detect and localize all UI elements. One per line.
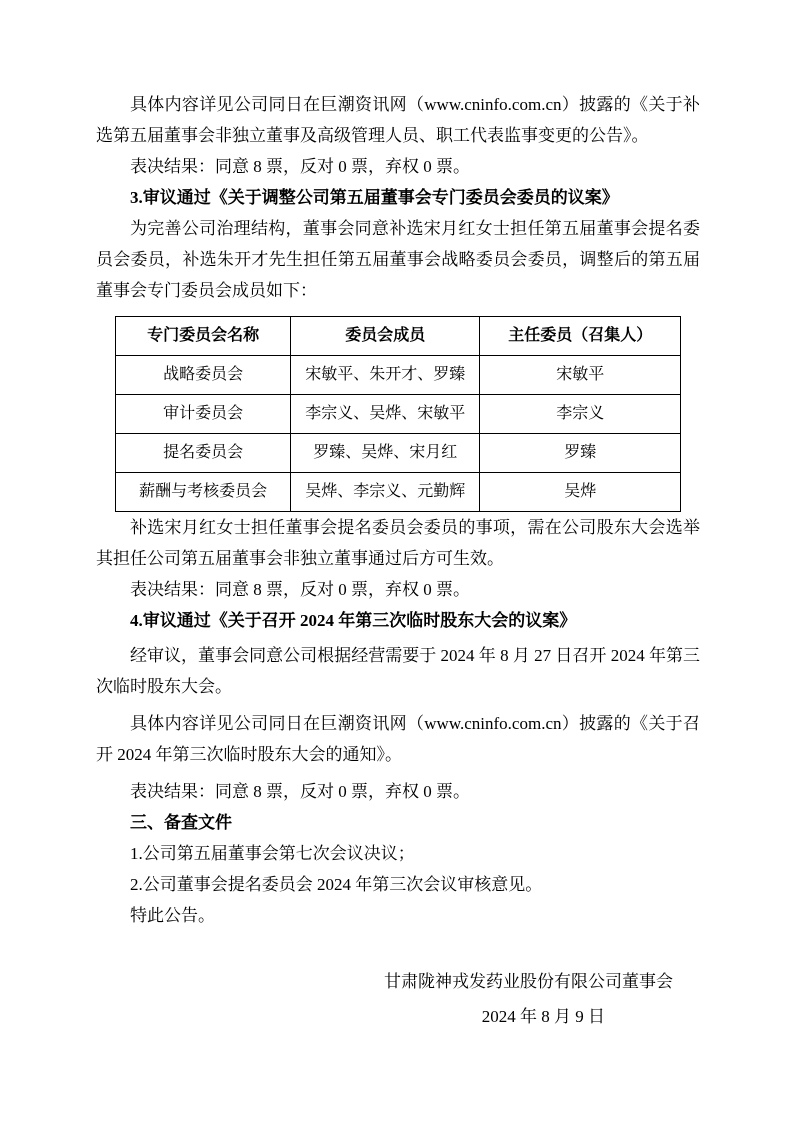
- item3-heading: 3.审议通过《关于调整公司第五届董事会专门委员会委员的议案》: [130, 188, 619, 207]
- signature-date: 2024 年 8 月 9 日: [481, 1007, 605, 1026]
- table-header-row: [116, 317, 681, 356]
- committee-name-cell: 提名委员会: [116, 434, 291, 473]
- closing-statement: 特此公告。: [130, 906, 215, 925]
- committee-chair-header: 主任委员（召集人）: [480, 317, 681, 356]
- table-row: [116, 473, 681, 512]
- section3-heading: 三、备查文件: [130, 813, 232, 832]
- item3-vote-result: 表决结果：同意 8 票，反对 0 票，弃权 0 票。: [130, 580, 470, 599]
- item4-disclosure-paragraph: 具体内容详见公司同日在巨潮资讯网（www.cninfo.com.cn）披露的《关于召开 2024 年第三次临时股东大会的通知》。: [96, 714, 700, 764]
- committee-chair-cell: 李宗义: [480, 395, 681, 434]
- item2-disclosure-paragraph: 具体内容详见公司同日在巨潮资讯网（www.cninfo.com.cn）披露的《关于补选第五届董事会非独立董事及高级管理人员、职工代表监事变更的公告》。: [96, 95, 700, 145]
- committee-chair-cell: 罗臻: [480, 434, 681, 473]
- committee-members-cell: 李宗义、吴烨、宋敏平: [291, 395, 480, 434]
- table-row: [116, 395, 681, 434]
- committee-members-cell: 罗臻、吴烨、宋月红: [291, 434, 480, 473]
- item3-note-paragraph: 补选宋月红女士担任董事会提名委员会委员的事项，需在公司股东大会选举其担任公司第五届董事会非独立董事通过后方可生效。: [96, 518, 700, 568]
- committee-chair-cell: 吴烨: [480, 473, 681, 512]
- reference-document-2: 2.公司董事会提名委员会 2024 年第三次会议审核意见。: [130, 875, 543, 894]
- table-row: [116, 434, 681, 473]
- signature-company: 甘肃陇神戎发药业股份有限公司董事会: [384, 972, 673, 991]
- committee-chair-cell: 宋敏平: [480, 356, 681, 395]
- committee-members-header: 委员会成员: [291, 317, 480, 356]
- committee-name-cell: 审计委员会: [116, 395, 291, 434]
- item2-vote-result: 表决结果：同意 8 票，反对 0 票，弃权 0 票。: [130, 157, 470, 176]
- committee-members-cell: 宋敏平、朱开才、罗臻: [291, 356, 480, 395]
- committee-name-header: 专门委员会名称: [116, 317, 291, 356]
- committee-members-cell: 吴烨、李宗义、元勤辉: [291, 473, 480, 512]
- committee-table: [115, 316, 681, 512]
- reference-document-1: 1.公司第五届董事会第七次会议决议；: [130, 844, 415, 863]
- item3-intro-paragraph: 为完善公司治理结构，董事会同意补选宋月红女士担任第五届董事会提名委员会委员，补选朱开才先生担任第五届董事会战略委员会委员，调整后的第五届董事会专门委员会成员如下：: [96, 219, 700, 300]
- table-row: [116, 356, 681, 395]
- item4-intro-paragraph: 经审议，董事会同意公司根据经营需要于 2024 年 8 月 27 日召开 2024 年第三次临时股东大会。: [96, 646, 700, 696]
- committee-name-cell: 战略委员会: [116, 356, 291, 395]
- item4-vote-result: 表决结果：同意 8 票，反对 0 票，弃权 0 票。: [130, 782, 470, 801]
- committee-name-cell: 薪酬与考核委员会: [116, 473, 291, 512]
- item4-heading: 4.审议通过《关于召开 2024 年第三次临时股东大会的议案》: [130, 611, 577, 630]
